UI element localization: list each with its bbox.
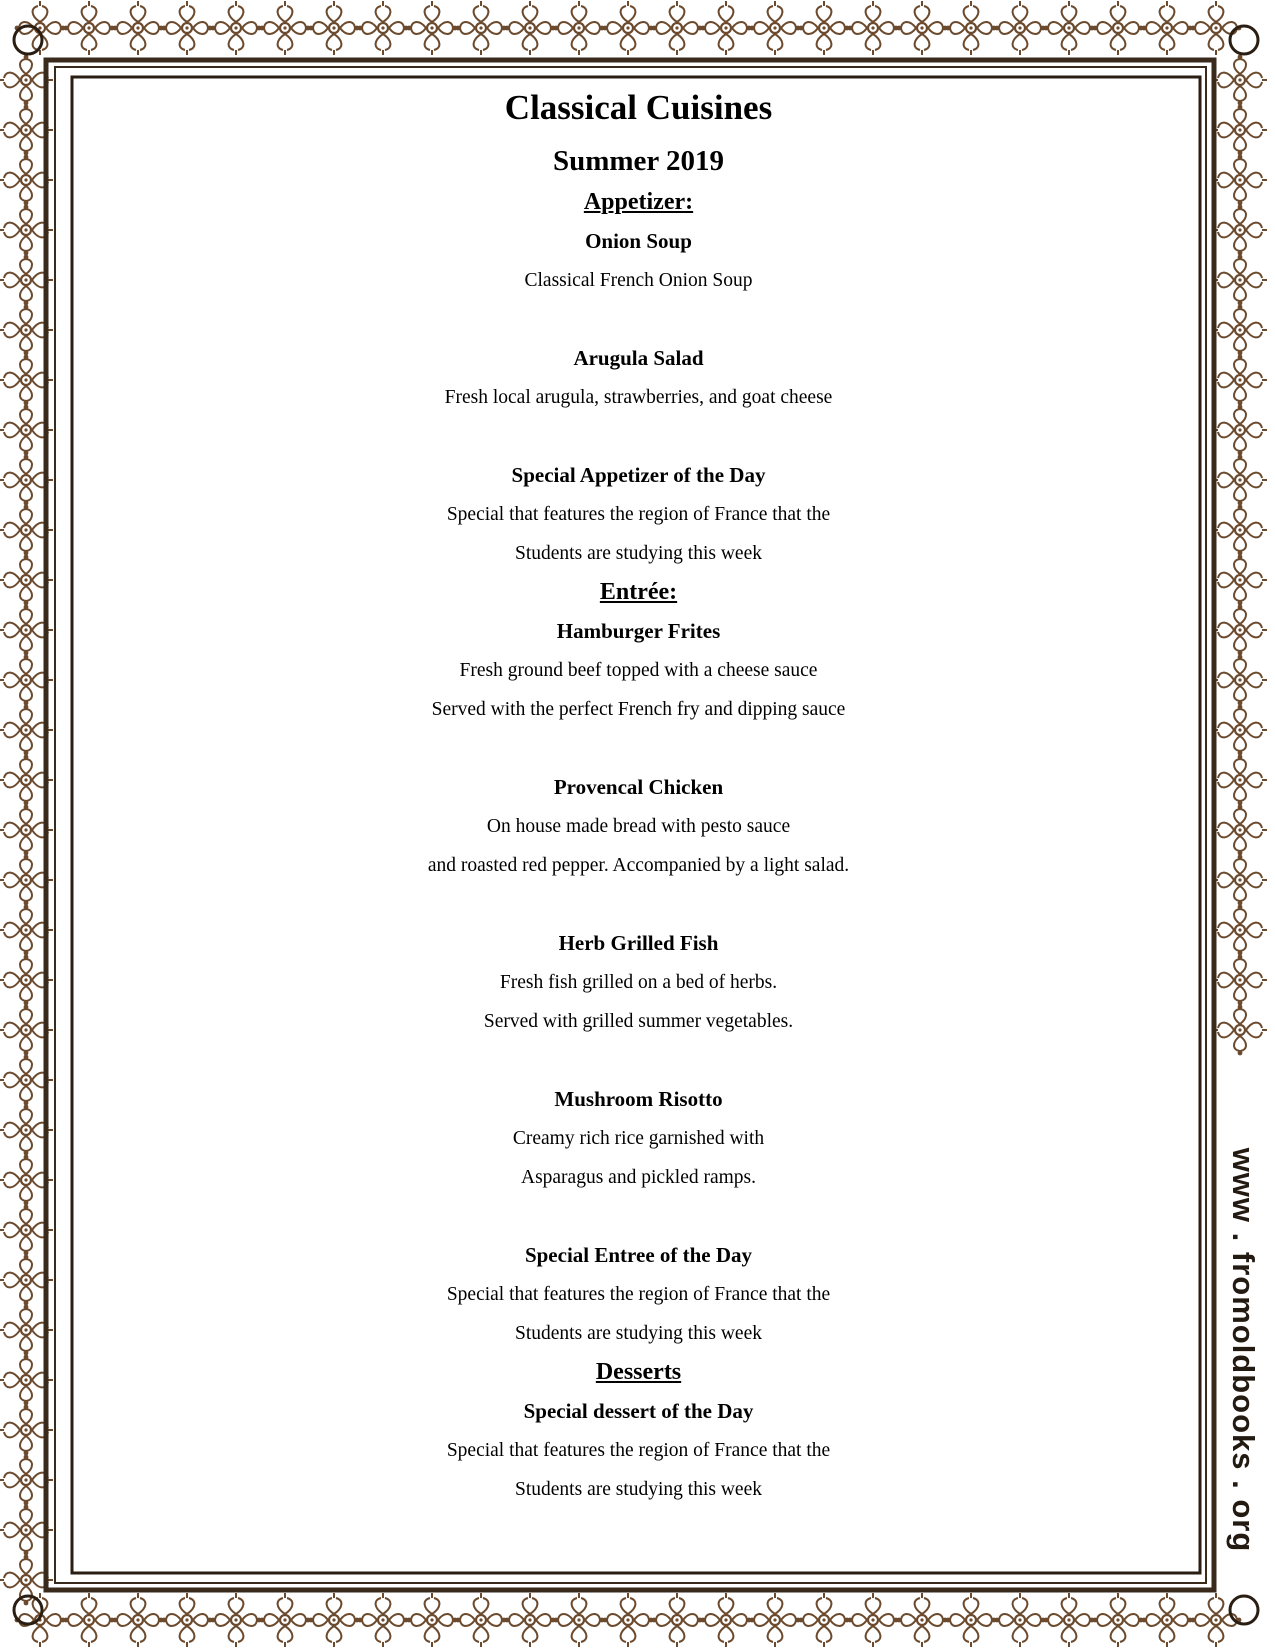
item-description: Fresh local arugula, strawberries, and goat cheese — [444, 387, 833, 408]
item-name: Arugula Salad — [573, 346, 704, 370]
ornament-motif — [603, 1593, 654, 1647]
item-description: Students are studying this week — [515, 1479, 762, 1500]
item-description: Fresh ground beef topped with a cheese sauce — [459, 660, 818, 681]
item-name: Herb Grilled Fish — [558, 931, 719, 955]
item-description: Served with the perfect French fry and dipping sauce — [431, 699, 846, 720]
ornament-motif — [554, 1, 605, 55]
menu-item — [77, 768, 1200, 885]
ornament-motif — [1213, 405, 1267, 456]
ornament-motif — [946, 1, 997, 55]
ornament-motif — [113, 1, 164, 55]
item-description: Creamy rich rice garnished with — [512, 1128, 765, 1149]
ornament-motif — [64, 1, 115, 55]
ornament-motif — [701, 1, 752, 55]
item-description: On house made bread with pesto sauce — [486, 816, 791, 837]
ornament-motif — [1213, 805, 1267, 856]
ornament-motif — [1213, 505, 1267, 556]
ornament-motif — [995, 1593, 1046, 1647]
ornament-motif — [309, 1593, 360, 1647]
ornament-motif — [1191, 1, 1242, 55]
ornament-motif — [407, 1593, 458, 1647]
ornament-motif — [309, 1, 360, 55]
ornament-motif — [211, 1, 262, 55]
section-heading: Desserts — [595, 1359, 682, 1385]
ornament-motif — [603, 1, 654, 55]
ornament-motif — [750, 1593, 801, 1647]
ornament-motif — [1213, 555, 1267, 606]
ornament-motif — [211, 1593, 262, 1647]
ornament-motif — [1213, 605, 1267, 656]
watermark-text: www . fromoldbooks . org — [1226, 1147, 1261, 1553]
ornament-motif — [1142, 1, 1193, 55]
ornament-motif — [1213, 355, 1267, 406]
ornament-motif — [554, 1593, 605, 1647]
item-description: Asparagus and pickled ramps. — [520, 1167, 757, 1188]
section-heading: Appetizer: — [583, 189, 694, 215]
section-appetizer — [77, 183, 1200, 573]
ornament-motif — [1044, 1593, 1095, 1647]
ornament-motif — [1142, 1593, 1193, 1647]
menu-item — [77, 924, 1200, 1041]
ornament-motif — [1213, 305, 1267, 356]
menu-item — [77, 1080, 1200, 1197]
ornament-motif — [799, 1593, 850, 1647]
item-description: and roasted red pepper. Accompanied by a light salad. — [427, 855, 850, 876]
ornament-motif — [750, 1, 801, 55]
menu-item — [77, 612, 1200, 729]
ornament-motif — [1213, 255, 1267, 306]
corner-rosette — [1230, 1596, 1258, 1624]
item-name: Onion Soup — [585, 229, 692, 253]
menu-item — [77, 1392, 1200, 1509]
corner-rosette — [1230, 26, 1258, 54]
ornament-motif — [260, 1593, 311, 1647]
item-name: Special dessert of the Day — [523, 1399, 754, 1423]
item-name: Provencal Chicken — [553, 775, 724, 799]
ornament-motif — [1093, 1593, 1144, 1647]
item-description: Special that features the region of France that the — [446, 1284, 831, 1305]
ornament-motif — [456, 1593, 507, 1647]
ornament-motif — [1213, 55, 1267, 106]
ornament-motif — [162, 1593, 213, 1647]
ornament-motif — [897, 1, 948, 55]
ornament-motif — [652, 1593, 703, 1647]
ornament-motif — [1093, 1, 1144, 55]
ornament-motif — [995, 1, 1046, 55]
item-description: Students are studying this week — [515, 1323, 762, 1344]
menu-item — [77, 456, 1200, 573]
ornament-motif — [1213, 105, 1267, 156]
item-description: Served with grilled summer vegetables. — [483, 1011, 794, 1032]
ornament-motif — [1213, 755, 1267, 806]
ornament-motif — [652, 1, 703, 55]
ornament-motif — [1213, 455, 1267, 506]
ornament-motif — [64, 1593, 115, 1647]
item-description: Fresh fish grilled on a bed of herbs. — [499, 972, 778, 993]
item-name: Special Appetizer of the Day — [511, 463, 766, 487]
menu-item — [77, 339, 1200, 417]
item-description: Classical French Onion Soup — [524, 270, 753, 291]
ornament-motif — [1213, 905, 1267, 956]
menu-content — [77, 72, 1200, 1509]
section-entree — [77, 573, 1200, 1353]
ornament-motif — [1044, 1, 1095, 55]
menu-item — [77, 1236, 1200, 1353]
item-name: Special Entree of the Day — [524, 1243, 753, 1267]
ornament-motif — [113, 1593, 164, 1647]
item-name: Hamburger Frites — [556, 619, 721, 643]
ornament-motif — [848, 1593, 899, 1647]
ornament-motif — [1213, 705, 1267, 756]
corner-rosette — [14, 26, 42, 54]
ornament-motif — [260, 1, 311, 55]
ornament-motif — [505, 1593, 556, 1647]
menu-subtitle: Summer 2019 — [552, 145, 725, 177]
section-desserts — [77, 1353, 1200, 1509]
ornament-motif — [407, 1, 458, 55]
ornament-motif — [162, 1, 213, 55]
section-heading: Entrée: — [599, 579, 678, 605]
ornament-motif — [1213, 1005, 1267, 1056]
ornament-motif — [505, 1, 556, 55]
ornament-motif — [358, 1593, 409, 1647]
menu-item — [77, 222, 1200, 300]
item-description: Special that features the region of France that the — [446, 1440, 831, 1461]
ornament-motif — [1213, 955, 1267, 1006]
ornament-motif — [799, 1, 850, 55]
menu-title: Classical Cuisines — [504, 88, 773, 127]
item-name: Mushroom Risotto — [554, 1087, 723, 1111]
ornament-motif — [1213, 655, 1267, 706]
ornament-motif — [701, 1593, 752, 1647]
ornament-motif — [848, 1, 899, 55]
ornament-motif — [1213, 155, 1267, 206]
item-description: Students are studying this week — [515, 543, 762, 564]
ornament-motif — [358, 1, 409, 55]
ornament-motif — [897, 1593, 948, 1647]
ornament-motif — [1213, 855, 1267, 906]
item-description: Special that features the region of France that the — [446, 504, 831, 525]
ornament-motif — [456, 1, 507, 55]
ornament-motif — [946, 1593, 997, 1647]
ornament-motif — [1213, 205, 1267, 256]
